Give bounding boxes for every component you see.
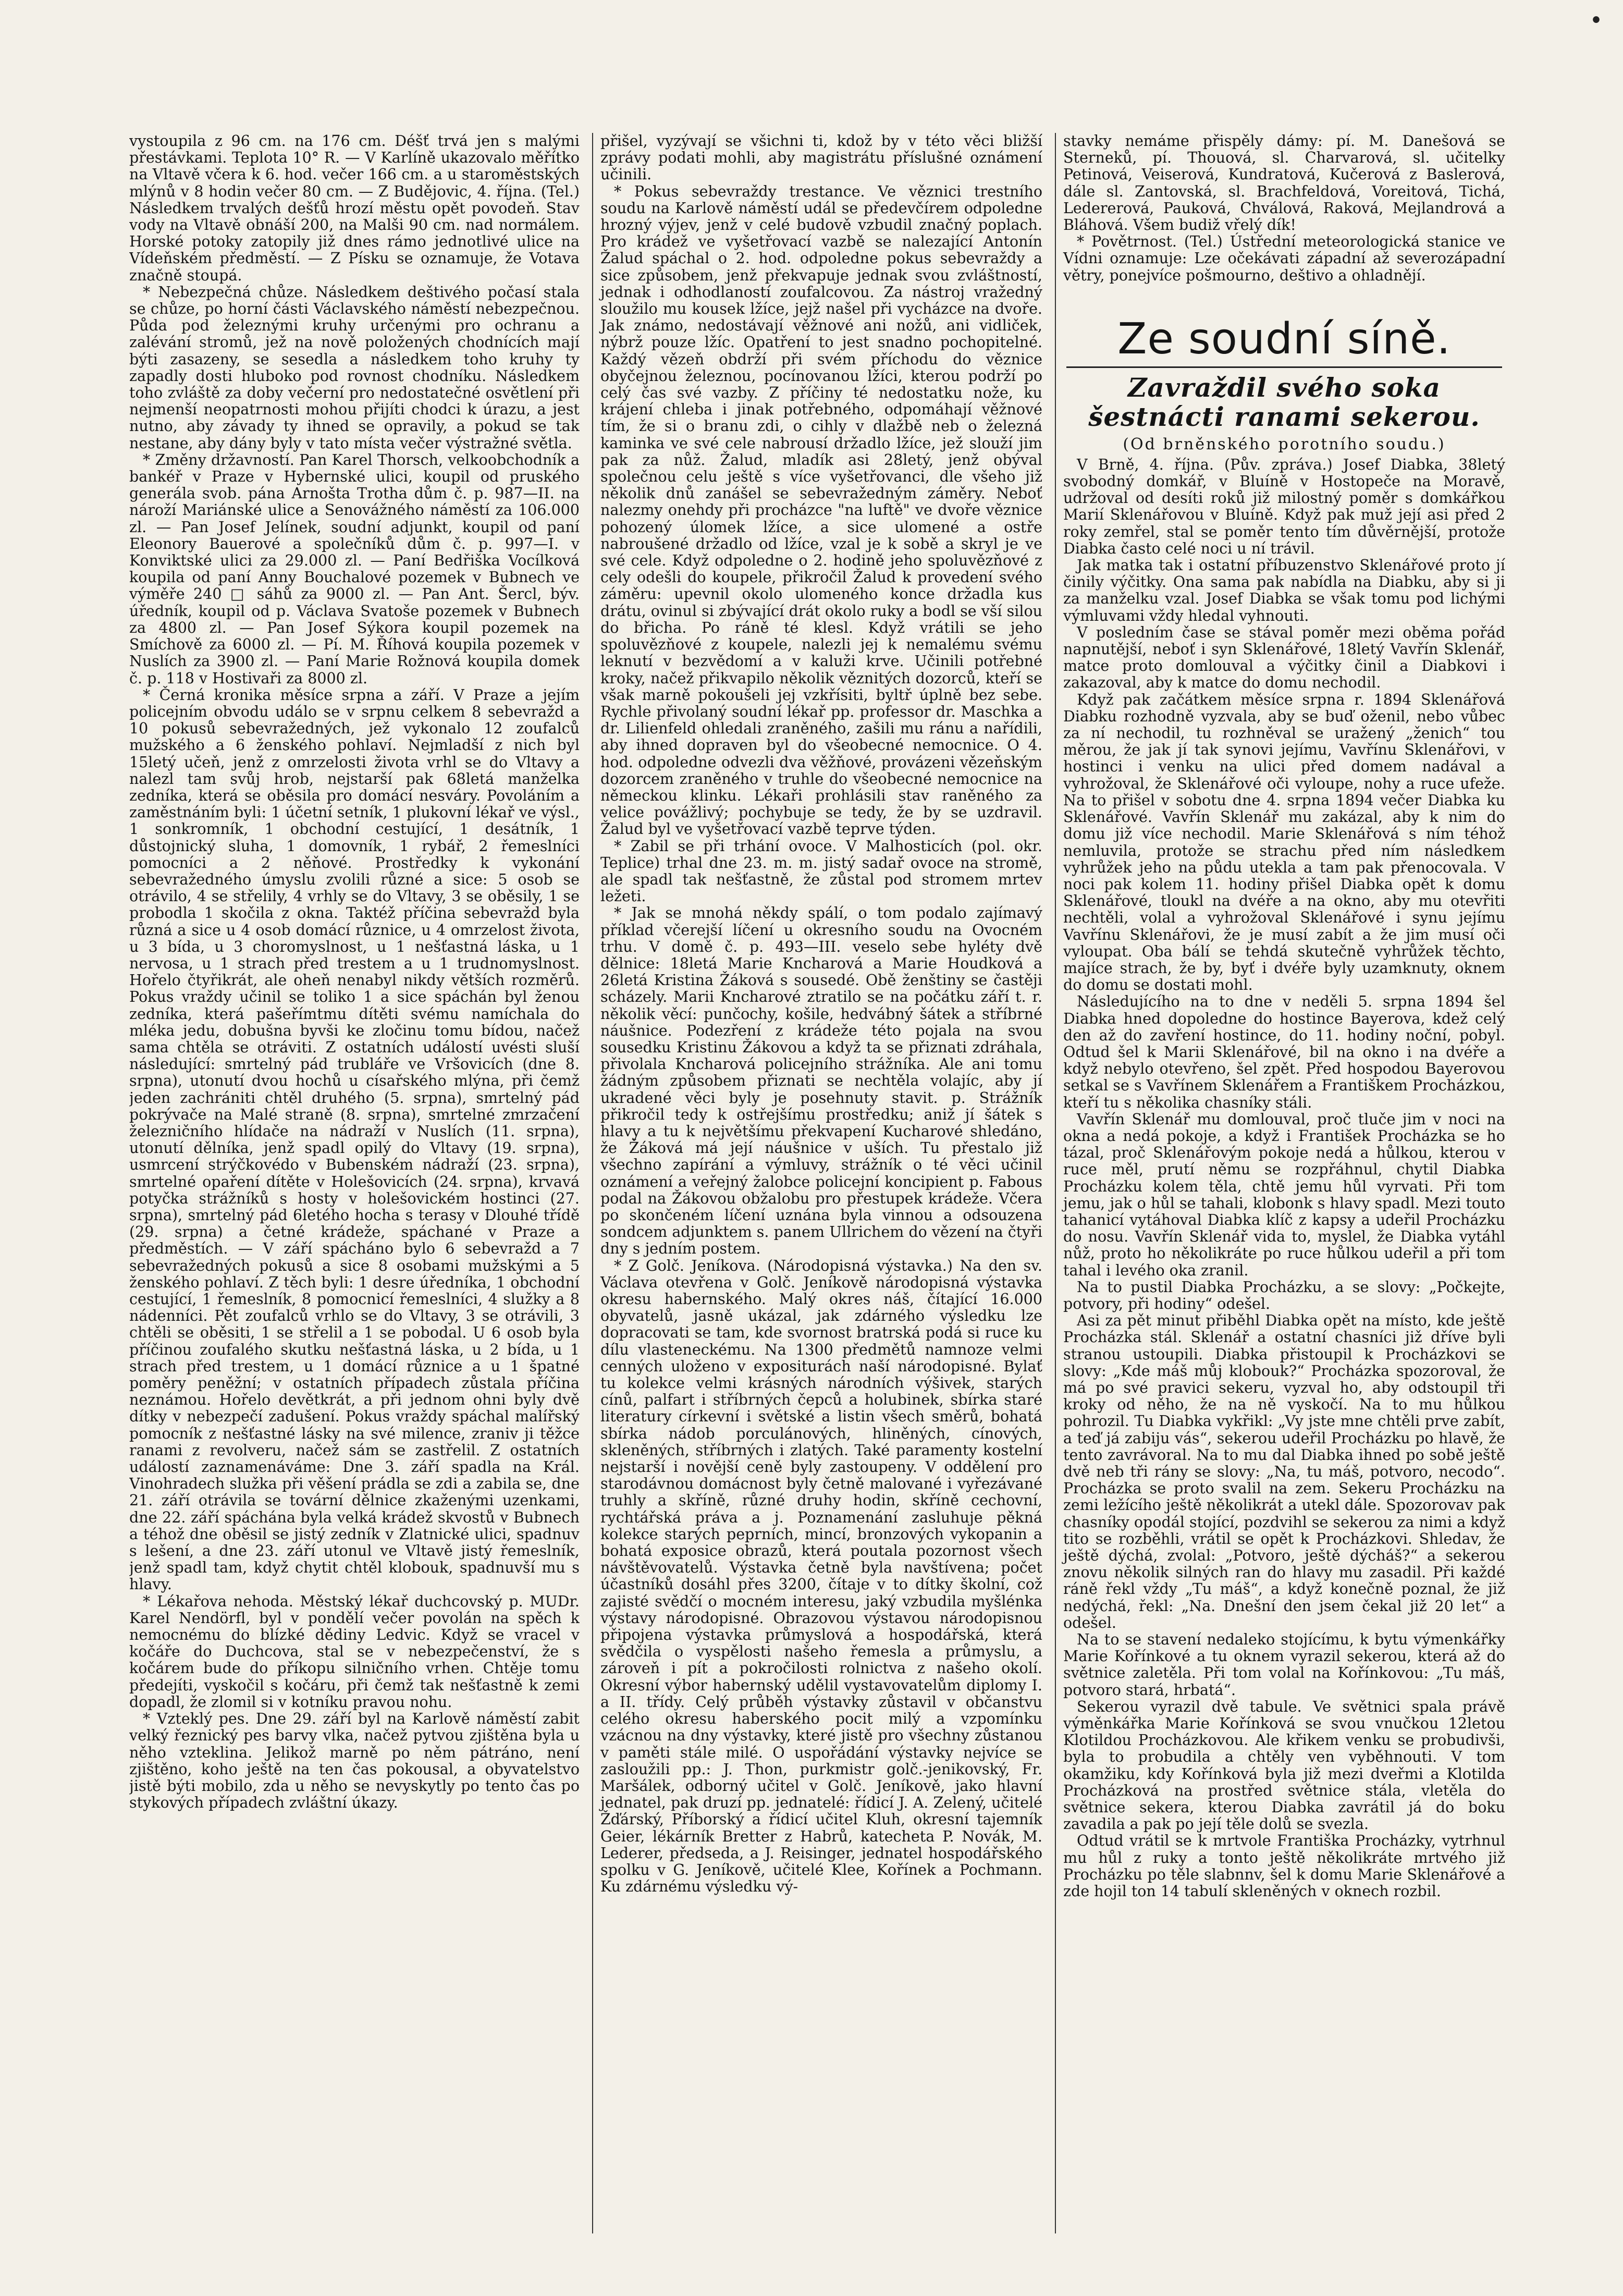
court-paragraph: Vavřín Sklenář mu domlouval, proč tluče jim v noci na okna a nedá pokoje, a když i František Procházka se ho tázal, proč Sklenářovým pokoje nedá a hůlkou, kterou v ruce měl, prutí němu se rozpřáhnul, chytil Diabka Procházku kolem těla, chtě jemu hůl vyrvati. Při tom jemu, jak o hůl se tahali, klobonk s hlavy spadl. Mezi touto tahanicí vytáhoval Diabka klíč z kapsy a udeřil Procházku do nosu. Vavřín Sklenář vida to, myslel, že Diabka vytáhl nůž, proto ho několikráte po ruce hůlkou udeřil a při tom tahal i levého oka zranil. — [1063, 1110, 1505, 1279]
section-heading-court: Ze soudní síně. — [1117, 314, 1451, 364]
page-corner-mark: • — [1590, 9, 1602, 31]
article-flood-continued: vystoupila z 96 cm. na 176 cm. Déšť trvá jen s malými přestávkami. Teplota 10° R. — V Karlíně ukazovalo měřítko na Vltavě včera k 6. hod. večer 166 cm. a u staroměstských mlýnů v 8 hodin večer 80 cm. — Z Budějovic, 4. října. (Tel.) Následkem trvalých dešťů hrozí městu opět povodeň. Stav vody na Vltavě obnáší 200, na Malši 90 cm. nad normálem. Horské potoky zatopily již dnes rámo jednotlivé ulice na Vídeňském předměstí. — Z Písku se oznamuje, že Votava značně stoupá. — [129, 133, 580, 284]
court-paragraph: Na to se stavení nedaleko stojícímu, k bytu výmenkářky Marie Kořínkové a tu oknem vyrazil sekerou, která až do světnice zaletěla. Při tom volal na Kořínkovou: „Tu máš, potvoro stará, hrbatá“. — [1063, 1631, 1505, 1699]
court-paragraph: V posledním čase se stával poměr mezi oběma pořád napnutější, neboť i syn Sklenářové, 18letý Vavřín Sklenář, matce proto domlouval a výčitky činil a Diabkovi i zakazoval, aby k matce do domu nechodil. — [1063, 623, 1505, 692]
column-right — [1055, 133, 1505, 2233]
article-continued-top: přišel, vyzývají se všichni ti, kdož by v této věci bližší zprávy podati mohli, aby magistrátu příslušné oznámení učinili. — [600, 133, 1042, 183]
section-divider — [1066, 366, 1502, 368]
court-article-subtitle: (Od brněnského porotního soudu.) — [1123, 435, 1446, 453]
article-theft-trial: * Jak se mnohá někdy spálí, o tom podalo zajímavý příklad včerejší líčení u okresního soudu na Ovocném trhu. V domě č. p. 493—III. veselo sebe hyléty dvě dělnice: 18letá Marie Kncharová a Marie Houdková a 26letá Kristina Žáková s sousedé. Obě ženštiny se častěji scházely. Marii Kncharové ztratilo se na počátku září t. r. několik věcí: punčochy, košile, hedvábný šátek a stříbrné náušnice. Podezření z krádeže této pojala na svou sousedku Kristinu Žákovou a když ta se přiznati zdráhala, přivolala Kncharová policejního strážníka. Ale ani tomu žádným způsobem přiznati se nechtěla volajíc, aby jí ukradené věci byly je posehnuty stavit. p. Strážník přikročil tedy k ostřejšímu prostředku; aniž jí šátek s hlavy a tu k největšímu překvapení Kucharové shledáno, že Žáková má její náušnice v uších. Tu přestalo již všechno zapírání a výmluvy, strážník o té věci učinil oznámení a veřejný žalobce policejní koncipient p. Fabous podal na Žákovou obžalobu pro přestupek krádeže. Včera po skončeném líčení uznána byla vinnou a odsouzena sondcem adjunktem s. panem Ullrichem do vězení na čtyři dny s jedním postem. — [600, 904, 1042, 1258]
court-paragraph: Když pak začátkem měsíce srpna r. 1894 Sklenářová Diabku rozhodně vyzvala, aby se buď oženil, nebo vůbec za ní nechodil, tu rozhněval se uražený „ženich“ tou měrou, že jak jí tak synovi jejímu, Vavřínu Sklenářovi, v hostinci i venku na ulici před domem nadával a vyhrožoval, že Sklenářové oči vyloupe, nohy a ruce ufeže. Na to přišel v sobotu dne 4. srpna 1894 večer Diabka ku Sklenářové. Vavřín Sklenář mu zakázal, aby k nim do domu již více nechodil. Marie Sklenářová s ním téhož nemluvila, protože se strachu před ním následkem vyhrůžek jeho na půdu utekla a tam pak přenocovala. V noci pak kolem 11. hodiny přišel Diabka opět k domu Sklenářové, tloukl na dvéře a na okno, aby mu otevřiti nechtěli, volal a vyhrožoval Sklenářové i synu jejímu Vavřínu Sklenářovi, že je musí zabít a že jim musí oči vyloupat. Oba bálí se tehdá skutečně vyhrůžek těchto, majíce strach, že by, byť i dvéře byly uzamknuty, oknem do domu se dostati mohl. — [1063, 691, 1505, 994]
article-ethnographic-exhibition: * Z Golč. Jeníkova. (Národopisná výstavka.) Na den sv. Václava otevřena v Golč. Jeníkově národopisná výstavka okresu habernského. Malý okres náš, čítající 16.000 obyvatelů, jasně ukázal, jak zdárného výsledku lze dopracovati se tam, kde svornost bratrská podá si ruce ku dílu vlasteneckému. Na 1300 předmětů namnoze velmi cenných uloženo v expositurách naší národopisné. Bylať tu kolekce velmi krásných národních výšivek, starých cínů, palfart i stříbrných čepců a holubinek, sbírka staré literatury církevní i světské a listin všech směrů, bohatá sbírka nádob porculánových, hliněných, cínových, skleněných, stříbrných i zlatých. Také paramenty kostelní nejstarší i novější ceně byly zastoupeny. V oddělení pro starodávnou domácnost byly četně malované i vyřezávané truhly a skříně, různé druhy hodin, skříně cechovní, rychtářská práva a j. Poznamenání zasluhuje pěkná kolekce starých peprních, mincí, bronzových vykopanin a bohatá exposice obrazů, která poutala pozornost všech návštěvovatelů. Výstavka četně byla navštívena; počet účastníků dosáhl přes 3200, čítaje v to dítky školní, což zajisté svědčí o mocném interesu, jaký vzbudila myšlénka výstavy národopisné. Obrazovou výstavou národopisnou připojena výstavka průmyslová a hospodářská, která svědčila o vyspělosti našeho řemesla a průmyslu, a zároveň i pít a pokročilosti rolnictva z našeho okolí. Okresní výbor habernský udělil vystavovatelům diplomy I. a II. třídy. Celý průběh výstavky zůstavil v občanstvu celého okresu haberského pocit milý a vzpomínku vzácnou na dny výstavky, které jistě pro všechny zůstanou v paměti stále milé. O uspořádání výstavky nejvíce se zasloužili pp.: J. Thon, purkmistr golč.-jenikovský, Fr. Maršálek, odborný učitel v Golč. Jeníkově, jako hlavní jednatel, pak druzí pp. jednatelé: řídicí J. A. Zelený, učitelé Žďárský, Příborský a řídicí učitel Kluh, okresní tajemník Geier, lékárník Bretter z Habrů, katecheta P. Novák, M. Lederer, předseda, a J. Reisinger, jednatel hospodářského spolku v G. Jeníkově, učitelé Klee, Kořínek a Pochmann. Ku zdárnému výsledku vý- — [600, 1257, 1042, 1896]
article-rabid-dog: * Vzteklý pes. Dne 29. září byl na Karlově náměstí zabit velký řeznický pes barvy vlka, načež pytvou zjištěna byla u něho vzteklina. Jelikož marně po něm pátráno, není zjištěno, koho ještě na ten čas pokousal, a obyvatelstvo jistě býti mobilo, zda u něho se nevyskytly po tento čas po stykových případech zvláštní úkazy. — [129, 1710, 580, 1812]
court-paragraph: Následujícího na to dne v neděli 5. srpna 1894 šel Diabka hned dopoledne do hostince Bayerova, kdež celý den až do zavření hostince, do 11. hodiny noční, pobyl. Odtud šel k Marii Sklenářové, bil na okno i na dvéře a když nebylo otevřeno, šel zpět. Před hospodou Bayerovou setkal se s Vavřínem Sklenářem a Františkem Procházkou, kteří tu s několika chasníky stáli. — [1063, 993, 1505, 1111]
court-paragraph: Na to pustil Diabka Procházku, a se slovy: „Počkejte, potvory, při hodiny“ odešel. — [1063, 1278, 1505, 1312]
court-paragraph: Asi za pět minut přiběhl Diabka opět na místo, kde ještě Procházka stál. Sklenář a ostatní chasníci již dříve byli stranou ustoupili. Diabka přistoupil k Procházkovi se slovy: „Kde máš můj klobouk?“ Procházka spozoroval, že má po své pravici sekeru, vyzval ho, aby odstoupil tři kroky od něho, že na ně vyskočí. Na to mu hůlkou pohrozil. Tu Diabka vykřikl: „Vy jste mne chtěli prve zabít, a teď já zabiju vás“, sekerou udeřil Procházku po hlavě, že tento zavrávoral. Na to mu dal Diabka ihned po sobě ještě dvě neb tři rány se slovy: „Na, tu máš, potvoro, necodo“. Procházka se proto svalil na zem. Sekeru Procházku na zemi ležícího ještě několikrát a utekl dále. Spozorovav pak chasníky opodál stojící, pozdvihl se sekerou za nimi a když tito se rozběhli, vrátil se opět k Procházkovi. Shledav, že ještě dýchá, zvolal: „Potvoro, ještě dýcháš?“ a sekerou znovu několik silných ran do hlavy mu zasadil. Při každé ráně řekl vždy „Tu máš“, a když konečně poznal, že již nedýchá, řekl: „Na. Dnešní den jsem čekal již 20 let“ a odešel. — [1063, 1312, 1505, 1631]
article-weather: * Povětrnost. (Tel.) Ústřední meteorologická stanice ve Vídni oznamuje: Lze očekávati západní až severozápadní větry, ponejvíce pošmourno, deštivo a ohladnějí. — [1063, 233, 1505, 284]
article-fruit-picking-death: * Zabil se při trhání ovoce. V Malhosticích (pol. okr. Teplice) trhal dne 23. m. m. jistý sadař ovoce na stromě, ale spadl tak nešťastně, že zůstal pod stromem mrtev ležeti. — [600, 837, 1042, 905]
article-prisoner-suicide-attempt: * Pokus sebevraždy trestance. Ve věznici trestního soudu na Karlově náměstí udál se předevčírem odpoledne hrozný výjev, jenž v celé budově vzbudil značný poplach. Pro krádež ve vyšetřovací vazbě se nalezající Antonín Žalud spáchal o 2. hod. odpoledne pokus sebevraždy a sice způsobem, jenž překvapuje jednak svou zvláštností, jednak i odhodlaností zoufalcovou. Za nástroj vražedný sloužilo mu kousek lžíce, jejž našel při vycházce na dvoře. Jak známo, nedostávají věžnové ani nožů, ani vidliček, nýbrž pouze lžíc. Opatření to jest snadno pochopitelné. Každý vězeň obdrží při svém příchodu do věznice obyčejnou železnou, pocínovanou lžíci, kterou podrží po celý čas své vazby. Z příčiny té nedostatku nože, ku krájení chleba i jinak potřebného, odpomáhají věžnové tím, že si o branu zdi, o cihly v dlažbě neb o železná kaminka ve své cele nabrousí držadlo lžíce, jež slouží jim pak za nůž. Žalud, mladík asi 28letý, jenž obýval společnou celu ještě s více vyšetřovanci, dle všeho již několik dnů zanášel se sebevražedným záměry. Neboť nalezmy onehdy při procházce "na luftě" ve dvoře věznice pohozený úlomek lžíce, a sice ulomené a ostře nabroušené držadlo od lžíce, vzal je k sobě a skryl je ve své cele. Když odpoledne o 2. hodině jeho spoluvězňové z cely odešli do koupele, přikročil Žalud k provedení svého záměru: upevnil okolo ulomeného konce držadla kus drátu, ovinul si zbývající drát okolo ruky a bodl se vší silou do břicha. Po ráně té klesl. Když vrátili se jeho spoluvězňové z koupele, nalezli jej k nemalému svému leknutí v bezvědomí a v kaluži krve. Učinili potřebné kroky, načež přikvapilo několik věznitých dozorců, kteří se však marně pokoušeli jej vzkřísiti, byltř úplně bez sebe. Rychle přivolaný soudní lékař pp. professor dr. Maschka a dr. Lilienfeld ohledali zraněného, zašili mu ránu a nařídili, aby ihned dopraven byl do všeobecné nemocnice. O 4. hod. odpoledne odvezli dva věžňové, provázeni vězeňským dozorcem zraněného v truhle do všeobecné nemocnice na německou klinku. Lékaři prohlásili stav raněného za velice povážlivý; pochybuje se tedy, že by se uzdravil. Žalud byl ve vyšetřovací vazbě teprve týden. — [600, 182, 1042, 838]
court-paragraph: Odtud vrátil se k mrtvole Františka Procházky, vytrhnul mu hůl z ruky a tonto ještě několikráte mrtvého již Procházku po těle slabnnv, šel k domu Marie Sklenářové a zde hojil ton 14 tabulí skleněných v oknech rozbil. — [1063, 1832, 1505, 1900]
column-left — [129, 133, 580, 2233]
court-paragraph: V Brně, 4. října. (Pův. zpráva.) Josef Diabka, 38letý svobodný domkář, v Bluíně v Hostopeče na Moravě, udržoval od desíti roků již milostný poměr s domkářkou Marií Sklenářovou v Bluíně. Když pak muž její asi před 2 roky zemřel, stal se poměr tento tím důvěrnější, protože Diabka často celé noci u ní trávil. — [1063, 456, 1505, 557]
column-middle — [592, 133, 1042, 2233]
article-dangerous-walk: * Nebezpečná chůze. Následkem deštivého počasí stala se chůze, po horní části Václavského náměstí nebezpečnou. Půda pod železnými kruhy určenými pro ochranu a zalévání stromů, jež na nově položených chodnících mají býti zasazeny, se sesedla a následkem toho kruhy ty zapadly dosti hluboko pod rovnost chodníku. Následkem toho zvláště za doby večerní pro nedostatečné osvětlení při nejmenší neopatrnosti mohou přijíti chodci k úrazu, a jest nutno, aby závady ty ihned se opravily, a pokud se tak nestane, aby dány byly v tato místa večer výstražné světla. — [129, 283, 580, 452]
court-article-title: Zavraždil svého soka šestnácti ranami sekerou. — [1088, 372, 1480, 432]
court-paragraph: Sekerou vyrazil dvě tabule. Ve světnici spala právě výměnkářka Marie Kořínková se svou vnučkou 12letou Klotildou Procházkovou. Ale křikem venku se probudivši, byla to probudila a chtěly ven vyběhnouti. V tom okamžiku, kdy Kořínková byla již mezi dveřmi a Klotilda Procházková na prostřed světnice stála, vletěla do světnice sekera, kterou Diabka zavrátil já do boku zavadila a pak po její těle dolů se svezla. — [1063, 1698, 1505, 1833]
article-doctor-accident: * Lékařova nehoda. Městský lékař duchcovský p. MUDr. Karel Nendörfl, byl v pondělí večer povolán na spěch k nemocnému do blízké dědiny Ledvic. Když se vracel v kočáře do Duchcova, stal se v nebezpečenství, že s kočárem bude do příkopu silničního vrhen. Chtěje tomu předejíti, vyskočil s kočáru, při čemž tak nešťastně k zemi dopadl, že zlomil si v kotníku pravou nohu. — [129, 1592, 580, 1711]
article-property-changes: * Změny državností. Pan Karel Thorsch, velkoobchodník a bankéř v Praze v Hybernské ulici, koupil od pruského generála svob. pána Arnošta Trotha dům č. p. 987—II. na nároží Mariánské ulice a Senovážného náměstí za 106.000 zl. — Pan Josef Jelínek, soudní adjunkt, koupil od paní Eleonory Bauerové a společníků dům č. p. 997—I. v Konviktské ulici za 29.000 zl. — Paní Bedřiška Vocílková koupila od paní Anny Bouchalové pozemek v Bubnech ve výměře 240 □ sáhů za 9000 zl. — Pan Ant. Šercl, býv. úředník, koupil od p. Václava Svatoše pozemek v Bubnech za 4800 zl. — Pan Josef Sýkora koupil pozemek na Smíchově za 6000 zl. — Pí. M. Říhová koupila pozemek v Nuslích za 3900 zl. — Paní Marie Rožnová koupila domek č. p. 118 v Hostivaři za 8000 zl. — [129, 451, 580, 687]
court-paragraph: Jak matka tak i ostatní příbuzenstvo Sklenářové proto jí činily výčitky. Ona sama pak nabídla na Diabku, aby si ji za manželku vzal. Josef Diabka se však tomu pod lichými výmluvami vždy hledal vyhnouti. — [1063, 557, 1505, 624]
newspaper-page — [129, 133, 1505, 2233]
article-exhibition-thanks: stavky nemáme přispěly dámy: pí. M. Danešová se Sterneků, pí. Thouová, sl. Charvarová, sl. učitelky Petinová, Veiserová, Kundratová, Kučerová z Baslerová, dále sl. Zantovská, sl. Brachfeldová, Voreitová, Tichá, Ledererová, Pauková, Chválová, Raková, Mejlandrová a Bláhová. Všem budiž vřelý dík! — [1063, 133, 1505, 234]
article-black-chronicle: * Černá kronika měsíce srpna a září. V Praze a jejím policejním obvodu událo se v srpnu celkem 8 sebevražd a 10 pokusů sebevražedných, jež vykonalo 12 zoufalců mužského a 6 ženského pohlaví. Nejmladší z nich byl 15letý učeň, jenž z omrzelosti života vrhl se do Vltavy a nalezl tam svůj hrob, nejstarší pak 68letá manželka zedníka, která se oběsila pro domácí nesváry. Povoláním a zaměstnáním byli: 1 účetní setník, 1 plukovní lékař ve výsl., 1 sonkromník, 1 obchodní cestující, 1 desátník, 1 důstojnický sluha, 1 domovník, 1 rybář, 2 řemeslníci pomocníci a 2 něňové. Prostředky k vykonání sebevražedného úmyslu zvolili různé a sice: 5 osob se otrávilo, 4 se střelily, 4 vrhly se do Vltavy, 3 se oběsily, 1 se probodla 1 skočila z okna. Taktéž příčina sebevražd byla různá a sice u 4 osob domácí různice, u 4 omrzelost života, u 3 bída, u 3 choromyslnost, u 1 nešťastná láska, u 1 nervosa, u 1 strach před trestem a u 1 trudnomyslnost. Hořelo čtyřikrát, ale oheň nenabyl nikdy větších rozměrů. Pokus vraždy učinil se toliko 1 a sice spáchán byl ženou zedníka, která pašeřímtmu dítěti svému namíchala do mléka jedu, dobušna byvši ke zločinu tomu bídou, načež sama chtěla se otráviti. Z ostatních událostí uvésti sluší následující: smrtelný pád trubláře ve Vršovicích (dne 8. srpna), utonutí dvou hochů u císařského mlýna, při čemž jeden zachrániti chtěl druhého (5. srpna), smrtelný pád pokrývače na Malé straně (8. srpna), smrtelné zmrzačení železničního hlídače na nádraží v Nuslích (11. srpna), utonutí dělníka, jenž spadl opilý do Vltavy (19. srpna), usmrcení strýčkovédo v Bubenském nádraží (23. srpna), smrtelné opaření dítěte v Holešovicích (24. srpna), krvavá potyčka strážníků s hosty v holešovickém hostinci (27. srpna), smrtelný pád 6letého hocha s terasy v Dlouhé třídě (29. srpna) a četné krádeže, spáchané v Praze a předměstích. — V září spácháno bylo 6 sebevražd a 7 sebevražedných pokusů a sice 8 osobami mužskými a 5 ženského pohlaví. Z těch byli: 1 desre úředníka, 1 obchodní cestující, 1 řemeslník, 8 pomocnicí řemeslníci, 4 služky a 8 nádenníci. Pět zoufalců vrhlo se do Vltavy, 3 se otrávili, 3 chtěli se oběsiti, 1 se střelil a 1 se pobodal. U 6 osob byla příčinou zoufalého skutku nešťastná láska, u 2 bída, u 1 strach před trestem, u 1 domácí různice a u 1 špatné poměry peněžní; v ostatních případech zůstala příčina neznámou. Hořelo devětkrát, a při jednom ohni byly dvě dítky v nebezpečí zadušení. Pokus vraždy spáchal malířský pomocník z nešťastné lásky na své milence, zraniv ji těžce ranami z revolveru, načež sám se zastřelil. Z ostatních událostí zaznamenáváme: Dne 3. září spadla na Král. Vinohradech služka při věšení prádla se zdi a zabila se, dne 21. září otrávila se tovární dělnice zkaženými uzenkami, dne 22. září spáchána byla velká krádež skvostů v Bubnech a téhož dne oběsil se jistý zedník v Zlatnické ulici, spadnuv s lešení, a dne 23. září utonul ve Vltavě jistý řemeslník, jenž spadl tam, když chytit chtěl klobouk, spadnuvší mu s hlavy. — [129, 686, 580, 1593]
